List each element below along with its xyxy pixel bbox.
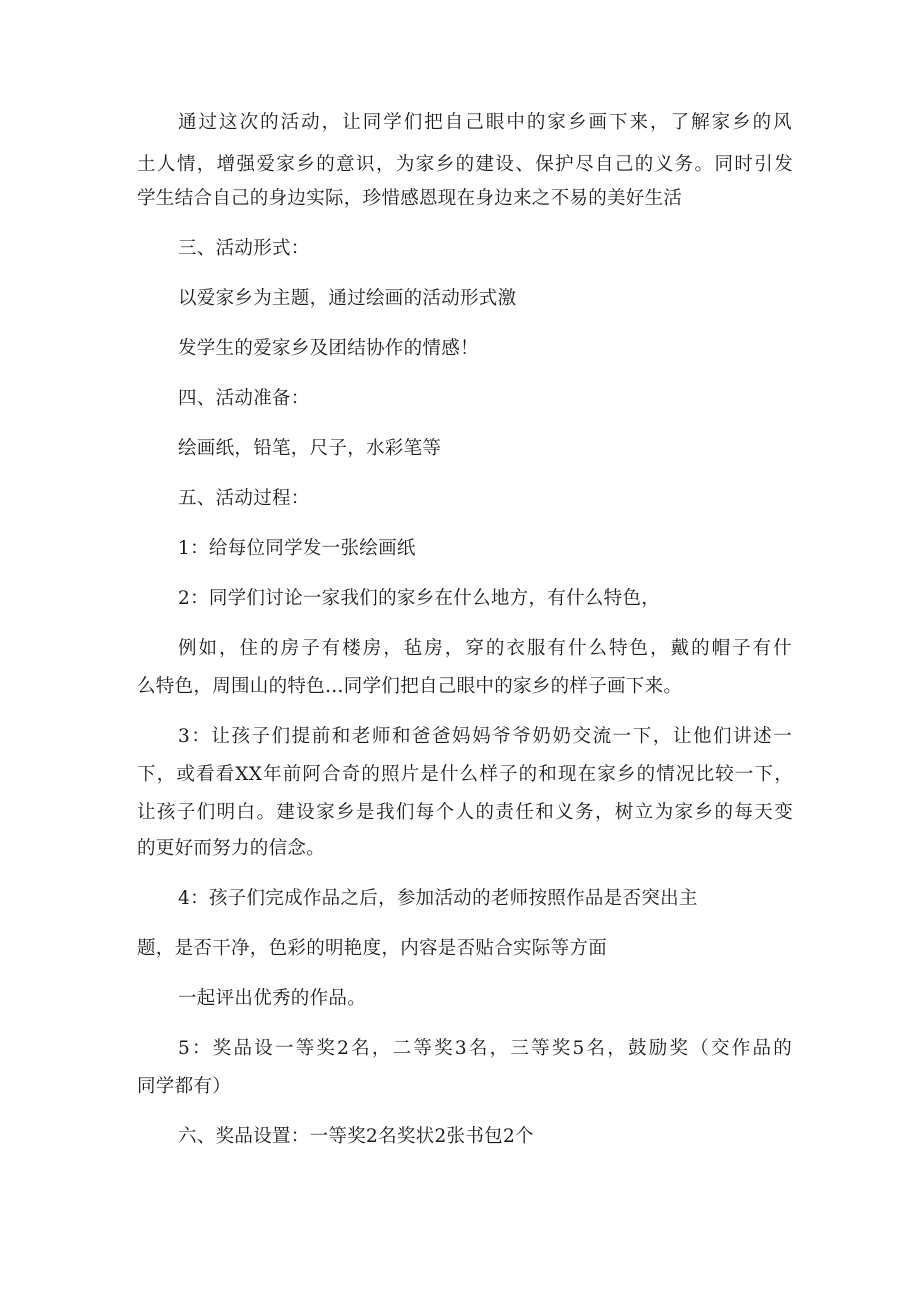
section-heading-preparation: 四、活动准备： (178, 388, 310, 409)
process-step-1: 1：给每位同学发一张绘画纸 (178, 538, 416, 559)
process-step-4-line-2: 题，是否干净，色彩的明艳度，内容是否贴合实际等方面 (137, 938, 608, 959)
process-step-2: 2：同学们讨论一家我们的家乡在什么地方，有什么特色， (178, 588, 661, 609)
section-heading-process: 五、活动过程： (178, 488, 310, 509)
process-step-5-line-1: 5：奖品设一等奖2名，二等奖3名，三等奖5名，鼓励奖（交作品的 (178, 1038, 792, 1059)
paragraph-purpose-line-2: 土人情，增强爱家乡的意识，为家乡的建设、保护尽自己的义务。同时引发 (137, 154, 793, 175)
process-step-3-line-3: 让孩子们明白。建设家乡是我们每个人的责任和义务，树立为家乡的每天变 (137, 802, 793, 823)
process-step-2-example-line-2: 么特色，周围山的特色…同学们把自己眼中的家乡的样子画下来。 (137, 676, 683, 697)
process-step-4-line-3: 一起评出优秀的作品。 (178, 988, 367, 1009)
process-step-3-line-1: 3：让孩子们提前和老师和爸爸妈妈爷爷奶奶交流一下，让他们讲述一 (178, 726, 792, 747)
paragraph-purpose-line-1: 通过这次的活动，让同学们把自己眼中的家乡画下来，了解家乡的风 (178, 112, 792, 133)
process-step-4-line-1: 4：孩子们完成作品之后，参加活动的老师按照作品是否突出主 (178, 888, 698, 909)
process-step-3-line-2: 下，或看看XX年前阿合奇的照片是什么样子的和现在家乡的情况比较一下， (137, 764, 793, 785)
preparation-materials: 绘画纸，铅笔，尺子，水彩笔等 (178, 438, 442, 459)
section-heading-prizes: 六、奖品设置：一等奖2名奖状2张书包2个 (178, 1126, 534, 1147)
process-step-5-line-2: 同学都有） (137, 1076, 232, 1097)
activity-form-line-1: 以爱家乡为主题，通过绘画的活动形式激 (178, 288, 517, 309)
activity-form-line-2: 发学生的爱家乡及团结协作的情感！ (178, 338, 479, 359)
process-step-2-example-line-1: 例如，住的房子有楼房，毡房，穿的衣服有什么特色，戴的帽子有什 (178, 638, 792, 659)
section-heading-activity-form: 三、活动形式： (178, 238, 310, 259)
paragraph-purpose-line-3: 学生结合自己的身边实际，珍惜感恩现在身边来之不易的美好生活 (137, 188, 683, 209)
process-step-3-line-4: 的更好而努力的信念。 (137, 838, 326, 859)
